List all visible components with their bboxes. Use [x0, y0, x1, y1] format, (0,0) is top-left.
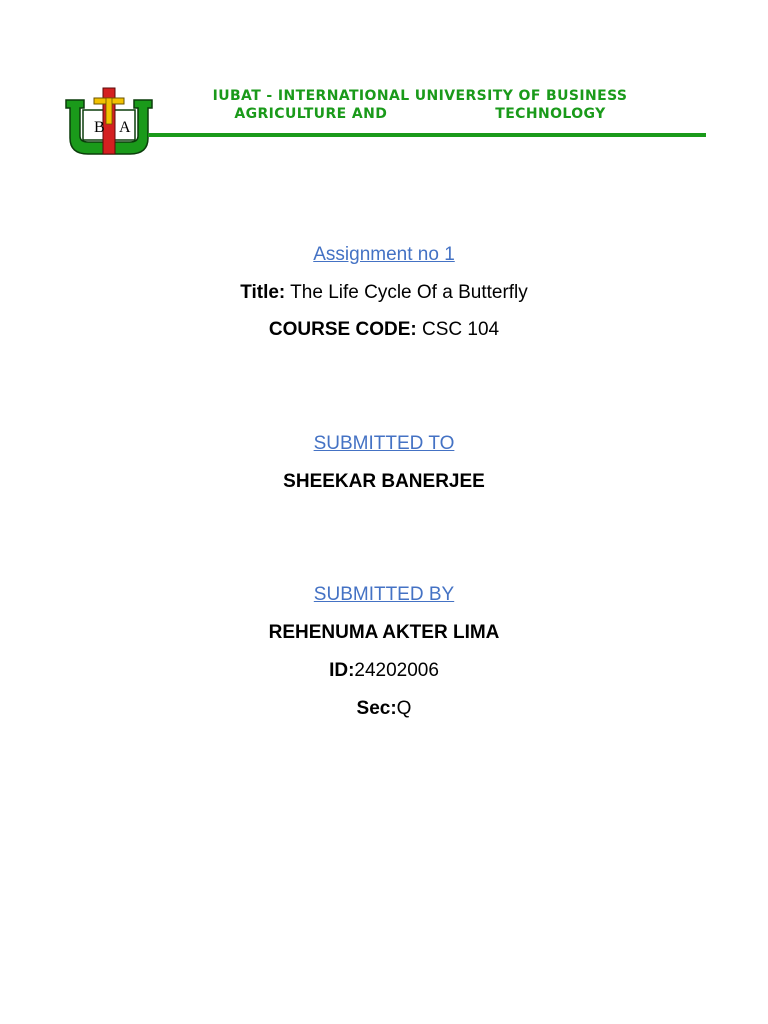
university-name-line2-left: AGRICULTURE AND — [234, 106, 388, 122]
submitted-by-heading-row — [0, 584, 768, 606]
submitted-to-heading-row — [0, 433, 768, 455]
section-label: Sec: — [356, 698, 397, 719]
logo-letter-b: B — [94, 119, 105, 136]
student-id-label: ID: — [329, 660, 355, 681]
assignment-heading-row — [0, 244, 768, 266]
university-name-line2-right: TECHNOLOGY — [495, 106, 606, 122]
section-value: Q — [396, 698, 412, 719]
submitted-to-name: SHEEKAR BANERJEE — [283, 471, 485, 492]
course-code-label: COURSE CODE: — [268, 319, 417, 340]
assignment-heading: Assignment no 1 — [313, 244, 455, 265]
logo-letter-a: A — [119, 119, 131, 136]
header-divider — [148, 133, 706, 137]
iubat-logo — [62, 84, 156, 158]
course-code-row — [0, 319, 768, 341]
university-name — [160, 87, 680, 123]
title-label: Title: — [240, 282, 286, 303]
section-row — [0, 698, 768, 720]
title-row — [0, 282, 768, 304]
course-code-value: CSC 104 — [416, 319, 500, 340]
submitted-to-heading: SUBMITTED TO — [313, 433, 455, 454]
submitted-by-heading: SUBMITTED BY — [313, 584, 455, 605]
submitted-by-name: REHENUMA AKTER LIMA — [268, 622, 500, 643]
iubat-logo-graphic — [62, 84, 156, 158]
title-value: The Life Cycle Of a Butterfly — [285, 282, 528, 303]
student-id-value: 24202006 — [354, 660, 439, 681]
university-name-line2 — [160, 105, 680, 123]
student-id-row — [0, 660, 768, 682]
university-name-line1: IUBAT - INTERNATIONAL UNIVERSITY OF BUSINESS — [212, 88, 628, 104]
